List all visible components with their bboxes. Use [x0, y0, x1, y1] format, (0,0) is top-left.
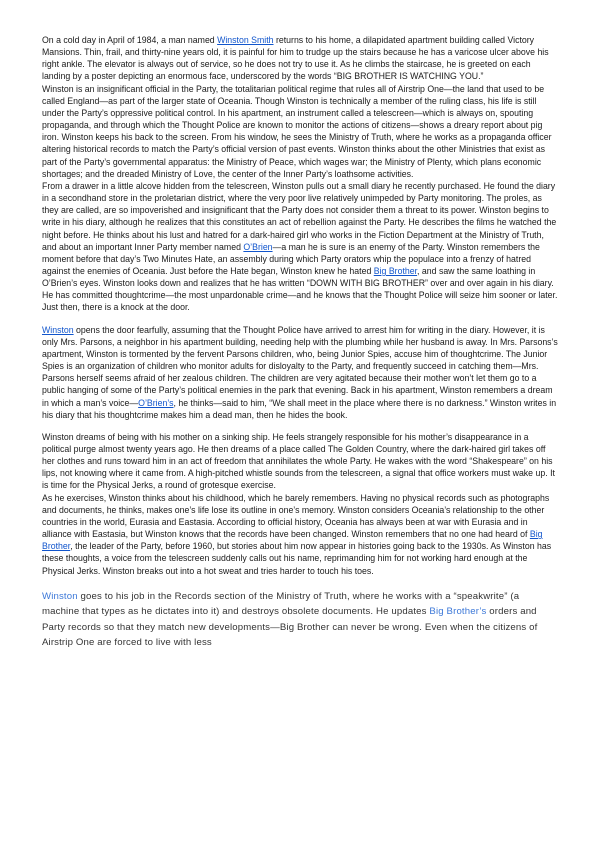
- paragraph-p7: [42, 589, 558, 651]
- character-link[interactable]: Big Brother: [42, 529, 543, 552]
- paragraph-text: returns to his home, a dilapidated apartment building called Victory Mansions. Thin, frail, and thirty-nine years old, it is painful for him to trudge up the stairs because he has a varicose ulcer above his right ankle. The elevator is always out of service, so he does not try to use it. As he climbs the staircase, he is greeted on each landing by a poster depicting an enormous face, underscored by the words “BIG BROTHER IS WATCHING YOU.”: [42, 35, 549, 82]
- character-link[interactable]: Big Brother: [373, 265, 418, 276]
- paragraph-text: opens the door fearfully, assuming that the Thought Police have arrived to arrest him for writing in the diary. However, it is only Mrs. Parsons, a neighbor in his apartment building, needing help with the plumbing while her husband is away. In Mrs. Parsons’s apartment, Winston is tormented by the fervent Parsons children, who, being Junior Spies, accuse him of thoughtcrime. The Junior Spies is an organization of children who monitor adults for disloyalty to the Party, and frequently succeed in catching them—Mrs. Parsons herself seems afraid of her zealous children. The children are very agitated because their mother won’t let them go to a public hanging of some of the Party’s political enemies in the park that evening. Back in his apartment, Winston remembers a dream in which a man’s voice—: [42, 324, 558, 408]
- paragraph-p5: [42, 431, 558, 492]
- paragraph-text: From a drawer in a little alcove hidden from the telescreen, Winston pulls out a small diary he recently purchased. He found the diary in a secondhand store in the proletarian district, where the very poor live relatively unimpeded by Party monitoring. The proles, as they are called, are so impoverished and insignificant that the Party does not consider them a threat to its power. Winston begins to write in his diary, although he realizes that this constitutes an act of rebellion against the Party. He describes the films he watched the night before. He thinks about his lust and hatred for a dark-haired girl who works in the Fiction Department at the Ministry of Truth, and about an important Inner Party member named: [42, 180, 557, 252]
- paragraph-text: —a man he is sure is an enemy of the Party. Winston remembers the moment before that day’s Two Minutes Hate, an assembly during which Party orators whip the populace into a frenzy of hatred against the enemies of Oceania. Just before the Hate began, Winston knew he hated: [42, 241, 540, 276]
- paragraph-text: , the leader of the Party, before 1960, but stories about him now appear in histories going back to the 1930s. As Winston has these thoughts, a voice from the telescreen suddenly calls out his name, reprimanding him for not working hard enough at the Physical Jerks. Winston breaks out into a hot sweat and tries harder to touch his toes.: [42, 541, 552, 576]
- character-link[interactable]: Big Brother’s: [429, 606, 487, 618]
- paragraph-p4: [42, 324, 558, 421]
- character-link[interactable]: O’Brien’s: [138, 397, 174, 408]
- paragraph-text: , and saw the same loathing in O’Brien’s eyes. Winston looks down and realizes that he has written “DOWN WITH BIG BROTHER” over and over again in his diary. He has committed thoughtcrime—the most unpardonable crime—and he knows that the Thought Police will seize him sooner or later. Just then, there is a knock at the door.: [42, 265, 558, 313]
- paragraph-p6: [42, 492, 558, 577]
- paragraph-text: , he thinks—said to him, “We shall meet in the place where there is no darkness.” Winston writes in his diary that his thoughtcrime makes him a dead man, then he hides the book.: [42, 397, 557, 420]
- paragraph-p1: [42, 34, 558, 83]
- character-link[interactable]: Winston: [42, 590, 78, 602]
- paragraph-p3: [42, 180, 558, 314]
- character-link[interactable]: Winston: [42, 324, 74, 335]
- paragraph-text: orders and Party records so that they match new developments—Big Brother can never be wrong. Even when the citizens of Airstrip One are forced to live with less: [42, 606, 538, 648]
- character-link[interactable]: Winston Smith: [217, 35, 274, 45]
- paragraph-p2: [42, 83, 558, 180]
- paragraph-text: goes to his job in the Records section of the Ministry of Truth, where he works with a “speakwrite” (a machine that types as he dictates into it) and destroys obsolete documents. He updates: [42, 590, 520, 618]
- character-link[interactable]: O’Brien: [243, 241, 273, 252]
- paragraph-text: Winston is an insignificant official in the Party, the totalitarian political regime that rules all of Airstrip One—the land that used to be called England—as part of the larger state of Oceania. Though Winston is technically a member of the ruling class, his life is still under the Party’s oppressive political control. In his apartment, an instrument called a telescreen—which is always on, spouting propaganda, and through which the Thought Police are known to monitor the actions of citizens—shows a dreary report about pig iron. Winston keeps his back to the screen. From his window, he sees the Ministry of Truth, where he works as a propaganda officer altering historical records to match the Party’s official version of past events. Winston thinks about the other Ministries that exist as part of the Party’s governmental apparatus: the Ministry of Peace, which wages war; the Ministry of Plenty, which plans economic shortages; and the dreaded Ministry of Love, the center of the Inner Party’s loathsome activities.: [42, 83, 552, 179]
- paragraph-text: On a cold day in April of 1984, a man named: [42, 35, 218, 45]
- paragraph-text: As he exercises, Winston thinks about his childhood, which he barely remembers. Having no physical records such as photographs and documents, he thinks, makes one’s life lose its outline in one’s memory. Winston considers Oceania’s relationship to the other countries in the world, Eurasia and Eastasia. According to official history, Oceania has always been at war with Eurasia and in alliance with Eastasia, but Winston knows that the records have been changed. Winston remembers that no one had heard of: [42, 492, 550, 540]
- paragraph-text: Winston dreams of being with his mother on a sinking ship. He feels strangely responsible for his mother’s disappearance in a political purge almost twenty years ago. He then dreams of a place called The Golden Country, where the dark-haired girl takes off her clothes and runs toward him in an act of freedom that annihilates the whole Party. He wakes with the word “Shakespeare” on his lips, not knowing where it came from. A high-pitched whistle sounds from the telescreen, a signal that office workers must wake up. It is time for the Physical Jerks, a round of grotesque exercise.: [42, 431, 555, 491]
